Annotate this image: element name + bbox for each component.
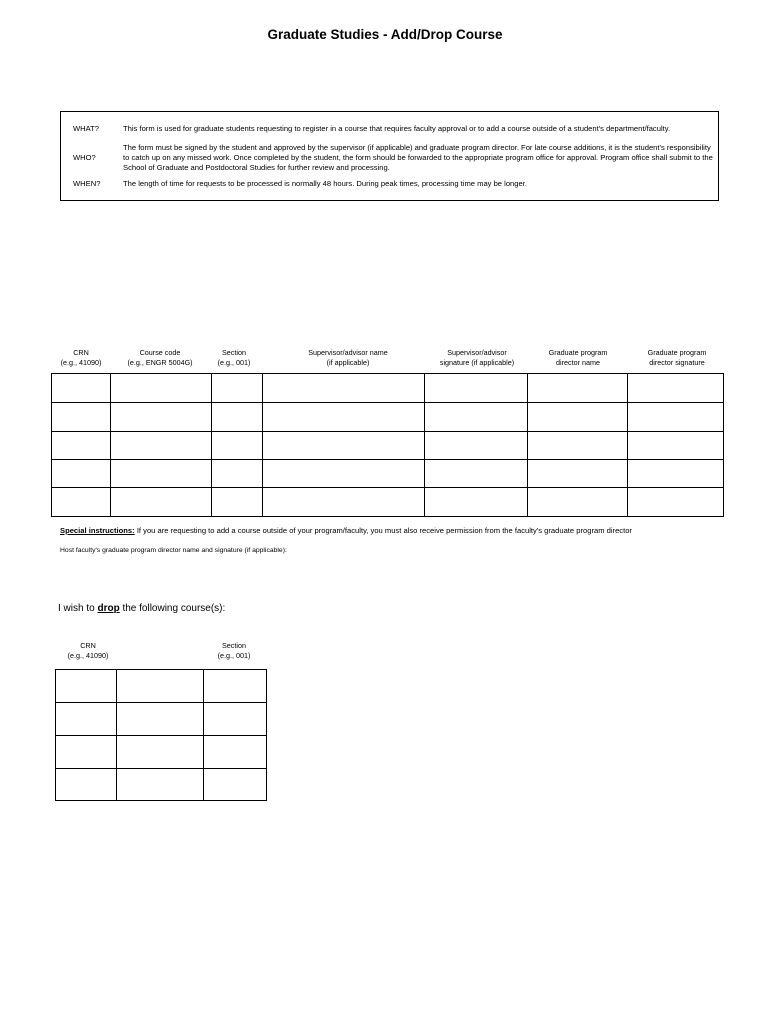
add-cell-supervisor-name[interactable] — [263, 374, 425, 403]
add-col-header-supervisor-name: Supervisor/advisor name (if applicable) — [308, 348, 388, 367]
table-row — [56, 703, 267, 736]
host-faculty-line: Host faculty's graduate program director name and signature (if applicable): — [60, 547, 287, 554]
add-cell-course-code[interactable] — [111, 403, 212, 432]
add-cell-crn[interactable] — [52, 488, 111, 517]
add-col-header-gpd-name: Graduate program director name — [548, 348, 608, 367]
special-instructions-text: If you are requesting to add a course outside of your program/faculty, you must also receive permission from the faculty's graduate program director — [134, 526, 632, 535]
when-text: The length of time for requests to be processed is normally 48 hours. During peak times, processing time may be longer. — [123, 179, 527, 188]
add-cell-supervisor-signature[interactable] — [425, 403, 528, 432]
who-text: The form must be signed by the student and approved by the supervisor (if applicable) and graduate program director. For late course additions, it is the student's responsibility to catch up on any missed work. Once completed by the student, the form should be forwarded to the appropriate program office for approval. Program office shall submit to the School of Graduate and Postdoctoral Studies for further review and processing. — [123, 143, 713, 172]
add-cell-gpd-name[interactable] — [528, 460, 628, 488]
add-cell-gpd-name[interactable] — [528, 488, 628, 517]
drop-cell-section[interactable] — [204, 670, 267, 703]
add-cell-gpd-signature[interactable] — [628, 403, 724, 432]
when-label: WHEN? — [73, 179, 101, 188]
drop-cell-crn[interactable] — [56, 736, 117, 769]
table-row — [52, 460, 724, 488]
add-cell-crn[interactable] — [52, 374, 111, 403]
drop-cell-section[interactable] — [204, 703, 267, 736]
add-cell-supervisor-name[interactable] — [263, 432, 425, 460]
what-label: WHAT? — [73, 124, 100, 133]
special-instructions — [60, 526, 632, 535]
table-row — [56, 736, 267, 769]
page-title: Graduate Studies - Add/Drop Course — [267, 27, 503, 42]
add-col-header-gpd-signature: Graduate program director signature — [647, 348, 707, 367]
add-col-header-course-code: Course code (e.g., ENGR 5004G) — [127, 348, 193, 367]
add-cell-gpd-signature[interactable] — [628, 460, 724, 488]
drop-cell-section[interactable] — [204, 769, 267, 801]
add-cell-gpd-name[interactable] — [528, 432, 628, 460]
table-row — [52, 374, 724, 403]
add-cell-gpd-signature[interactable] — [628, 374, 724, 403]
add-cell-gpd-name[interactable] — [528, 403, 628, 432]
drop-cell-course[interactable] — [117, 769, 204, 801]
table-row — [56, 670, 267, 703]
add-cell-supervisor-signature[interactable] — [425, 432, 528, 460]
table-row — [56, 769, 267, 801]
drop-col-header-section: Section (e.g., 001) — [217, 641, 251, 660]
add-cell-crn[interactable] — [52, 460, 111, 488]
add-cell-course-code[interactable] — [111, 374, 212, 403]
add-cell-supervisor-signature[interactable] — [425, 460, 528, 488]
add-cell-gpd-name[interactable] — [528, 374, 628, 403]
drop-cell-section[interactable] — [204, 736, 267, 769]
drop-cell-crn[interactable] — [56, 703, 117, 736]
table-row — [52, 403, 724, 432]
add-cell-section[interactable] — [212, 488, 263, 517]
drop-heading: I wish to drop the following course(s): — [58, 603, 226, 614]
add-cell-supervisor-name[interactable] — [263, 460, 425, 488]
info-box — [60, 111, 719, 201]
drop-cell-course[interactable] — [117, 670, 204, 703]
drop-col-header-crn: CRN (e.g., 41090) — [67, 641, 109, 660]
special-instructions-label: Special instructions: — [60, 526, 135, 535]
add-cell-course-code[interactable] — [111, 432, 212, 460]
add-cell-gpd-signature[interactable] — [628, 488, 724, 517]
add-cell-course-code[interactable] — [111, 460, 212, 488]
drop-cell-course[interactable] — [117, 736, 204, 769]
drop-emphasis: drop — [97, 603, 120, 614]
add-cell-crn[interactable] — [52, 432, 111, 460]
table-row — [52, 488, 724, 517]
add-cell-section[interactable] — [212, 374, 263, 403]
add-cell-supervisor-signature[interactable] — [425, 374, 528, 403]
who-label: WHO? — [73, 153, 96, 162]
add-cell-section[interactable] — [212, 432, 263, 460]
add-col-header-supervisor-signature: Supervisor/advisor signature (if applicable) — [439, 348, 515, 367]
add-cell-supervisor-name[interactable] — [263, 488, 425, 517]
drop-cell-course[interactable] — [117, 703, 204, 736]
drop-course-table — [55, 669, 267, 801]
add-cell-course-code[interactable] — [111, 488, 212, 517]
table-row — [52, 432, 724, 460]
add-cell-supervisor-name[interactable] — [263, 403, 425, 432]
what-text: This form is used for graduate students requesting to register in a course that requires faculty approval or to add a course outside of a student's department/faculty. — [123, 124, 671, 133]
add-cell-section[interactable] — [212, 403, 263, 432]
add-col-header-section: Section (e.g., 001) — [217, 348, 251, 367]
drop-cell-crn[interactable] — [56, 670, 117, 703]
add-cell-section[interactable] — [212, 460, 263, 488]
drop-cell-crn[interactable] — [56, 769, 117, 801]
add-course-table — [51, 373, 724, 517]
add-cell-supervisor-signature[interactable] — [425, 488, 528, 517]
add-col-header-crn: CRN (e.g., 41090) — [60, 348, 102, 367]
add-cell-crn[interactable] — [52, 403, 111, 432]
add-cell-gpd-signature[interactable] — [628, 432, 724, 460]
